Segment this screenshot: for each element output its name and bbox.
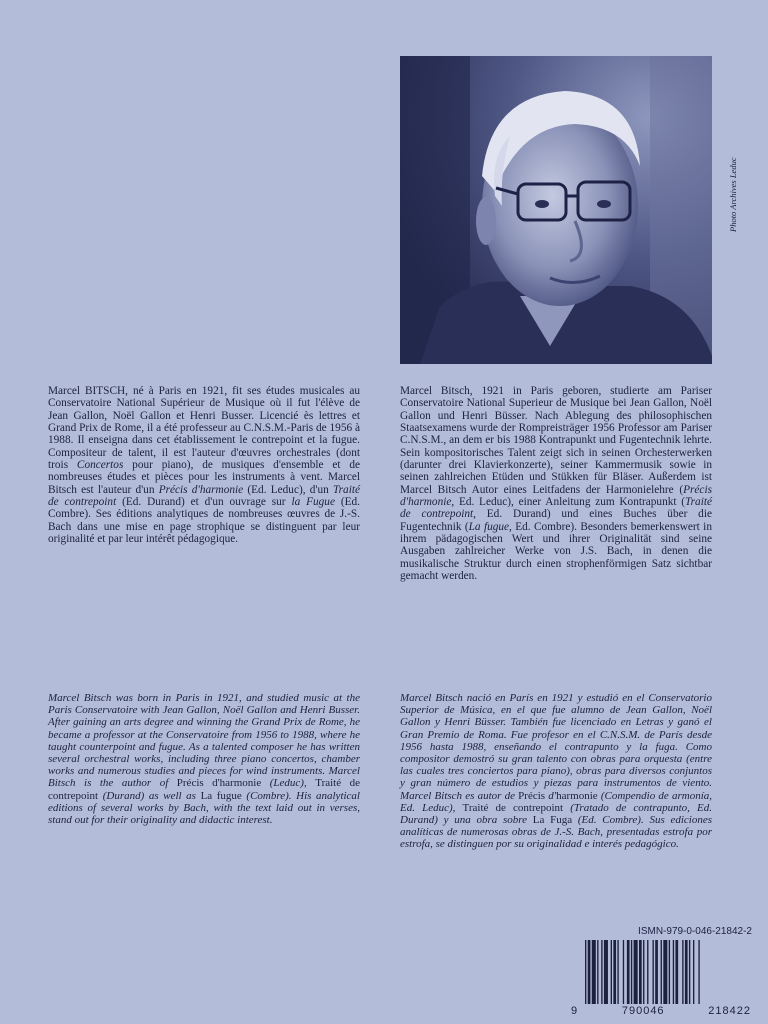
- bio-french: Marcel BITSCH, né à Paris en 1921, fit ses études musicales au Conservatoire National Supérieur de Musique où il fut l'élève de Jean Gallon, Noël Gallon et Henri Busser. Licencié ès lettres et Grand Prix de Rome, il a été professeur au C.N.S.M.-Paris de 1956 à 1988. Il enseigna dans cet établissement le contrepoint et la fugue. Compositeur de talent, il est l'auteur d'œuvres orchestrales (dont trois Concertos pour piano), de musiques d'ensemble et de nombreuses études et pièces pour les instruments à vent. Marcel Bitsch est l'auteur d'un Précis d'harmonie (Ed. Leduc), d'un Traité de contrepoint (Ed. Durand) et d'un ouvrage sur la Fugue (Ed. Combre). Ses éditions analytiques de nombreuses œuvres de J.-S. Bach dans une mise en page strophique se distinguent par leur originalité et par leur intérêt pédagogique.: [48, 385, 360, 546]
- barcode-digits: [571, 1005, 751, 1017]
- portrait-photo: [400, 56, 712, 364]
- photo-credit: Photo Archives Leduc: [728, 157, 738, 232]
- bio-english: Marcel Bitsch was born in Paris in 1921, and studied music at the Paris Conservatoire with Jean Gallon, Noël Gallon and Henri Busser. After gaining an arts degree and winning the Grand Prix de Rome, he became a professor at the Conservatoire from 1956 to 1988, where he taught counterpoint and fugue. As a talented composer he has written several orchestral works, including three piano concertos, chamber works and numerous studies and pieces for wind instruments. Marcel Bitsch is the author of Précis d'harmonie (Leduc), Traité de contrepoint (Durand) as well as La fugue (Combre). His analytical editions of several works by Bach, with the text laid out in verses, stand out for their originality and didactic interest.: [48, 692, 361, 827]
- barcode-digits-left: 790046: [621, 1005, 665, 1017]
- portrait-photo-icon: [400, 56, 712, 364]
- bio-spanish: Marcel Bitsch nació en París en 1921 y estudió en el Conservatorio Superior de Música, en el que fue alumno de Jean Gallon, Noël Gallon y Henri Büsser. También fue licenciado en Letras y ganó el Gran Premio de Roma. Fue profesor en el C.N.S.M. de París desde 1956 hasta 1988, enseñando el contrapunto y la fuga. Como compositor demostró su gran talento con obras para orquesta (entre las cuales tres conciertos para piano), obras para diversos conjuntos y gran número de estudios y piezas para instrumentos de viento. Marcel Bitsch es autor de Précis d'harmonie (Compendio de armonía, Ed. Leduc), Traité de contrepoint (Tratado de contrapunto, Ed. Durand) y una obra sobre La Fuga (Ed. Combre). Sus ediciones analíticas de numerosas obras de J.-S. Bach, presentadas estrofa por estrofa, se distinguen por su originalidad e interés pedagógico.: [400, 692, 713, 851]
- barcode-digits-right: 218422: [708, 1005, 751, 1017]
- barcode-icon: [571, 940, 751, 1004]
- ismn-label: ISMN-979-0-046-21842-2: [638, 926, 752, 937]
- bio-german: Marcel Bitsch, 1921 in Paris geboren, studierte am Pariser Conservatoire National Superieur de Musique bei Jean Gallon, Noël Gallon und Henri Büsser. Nach Ablegung des philosophischen Staatsexamens wurde der Rompreisträger 1956 Professor am Pariser C.N.S.M., an dem er bis 1988 Kontrapunkt und Fugentechnik lehrte. Sein kompositorisches Talent zeigt sich in seinen Orchesterwerken (darunter drei Klavierkonzerte), seiner Kammermusik sowie in seinen zahlreichen Etüden und Stükken für Bläser. Außerdem ist Marcel Bitsch Autor eines Leitfadens der Harmonielehre (Précis d'harmonie, Ed. Leduc), einer Anleitung zum Kontrapunkt (Traité de contrepoint, Ed. Durand) und eines Buches über die Fugentechnik (La fugue, Ed. Combre). Besonders bemerkenswert in ihrem pädagogischen Wert und ihrer Originalität sind seine Ausgaben zahlreicher Werke von J.S. Bach, in denen die musikalische Struktur durch einen strophenförmigen Satz sichtbar gemacht werden.: [400, 385, 712, 583]
- barcode-digits-lead: 9: [571, 1005, 579, 1017]
